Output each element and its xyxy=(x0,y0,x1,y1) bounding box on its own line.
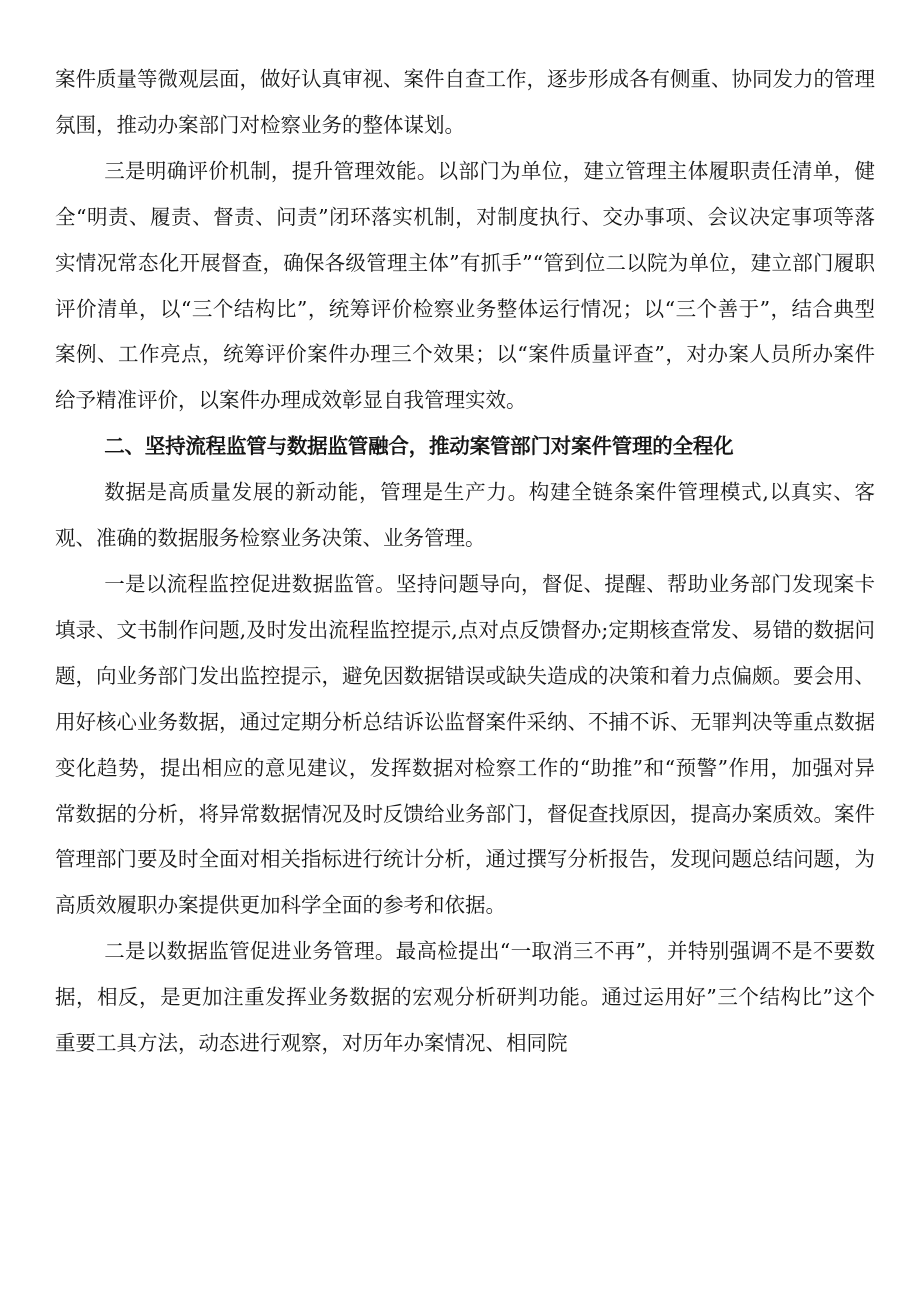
document-body xyxy=(55,57,875,1067)
paragraph-data-intro: 数据是高质量发展的新动能，管理是生产力。构建全链条案件管理模式,以真实、客观、准确的数据服务检察业务决策、业务管理。 xyxy=(55,480,875,551)
paragraph-evaluation-mechanism: 三是明确评价机制，提升管理效能。以部门为单位，建立管理主体履职责任清单，健全“明责、履责、督责、问责”闭环落实机制，对制度执行、交办事项、会议决定事项等落实情况常态化开展督查，确保各级管理主体”有抓手”“管到位二以院为单位，建立部门履职评价清单，以“三个结构比”，统筹评价检察业务整体运行情况；以“三个善于”，结合典型案例、工作亮点，统筹评价案件办理三个效果；以“案件质量评查”，对办案人员所办案件给予精准评价，以案件办理成效彰显自我管理实效。 xyxy=(55,158,875,413)
section-heading: 二、坚持流程监管与数据监管融合，推动案管部门对案件管理的全程化 xyxy=(104,434,734,459)
paragraph-data-supervision: 二是以数据监管促进业务管理。最高检提出“一取消三不再”，并特别强调不是不要数据，相反，是更加注重发挥业务数据的宏观分析研判功能。通过运用好”三个结构比”这个重要工具方法，动态进行观察，对历年办案情况、相同院 xyxy=(55,939,875,1056)
paragraph-process-monitoring: 一是以流程监控促进数据监管。坚持问题导向，督促、提醒、帮助业务部门发现案卡填录、文书制作问题,及时发出流程监控提示,点对点反馈督办;定期核查常发、易错的数据问题，向业务部门发出监控提示，避免因数据错误或缺失造成的决策和着力点偏颇。要会用、用好核心业务数据，通过定期分析总结诉讼监督案件采纳、不捕不诉、无罪判决等重点数据变化趋势，提出相应的意见建议，发挥数据对检察工作的“助推”和“预警”作用，加强对异常数据的分析，将异常数据情况及时反馈给业务部门，督促查找原因，提高办案质效。案件管理部门要及时全面对相关指标进行统计分析，通过撰写分析报告，发现问题总结问题，为高质效履职办案提供更加科学全面的参考和依据。 xyxy=(55,571,875,918)
paragraph-continuation: 案件质量等微观层面，做好认真审视、案件自查工作，逐步形成各有侧重、协同发力的管理氛围，推动办案部门对检察业务的整体谋划。 xyxy=(55,67,875,137)
